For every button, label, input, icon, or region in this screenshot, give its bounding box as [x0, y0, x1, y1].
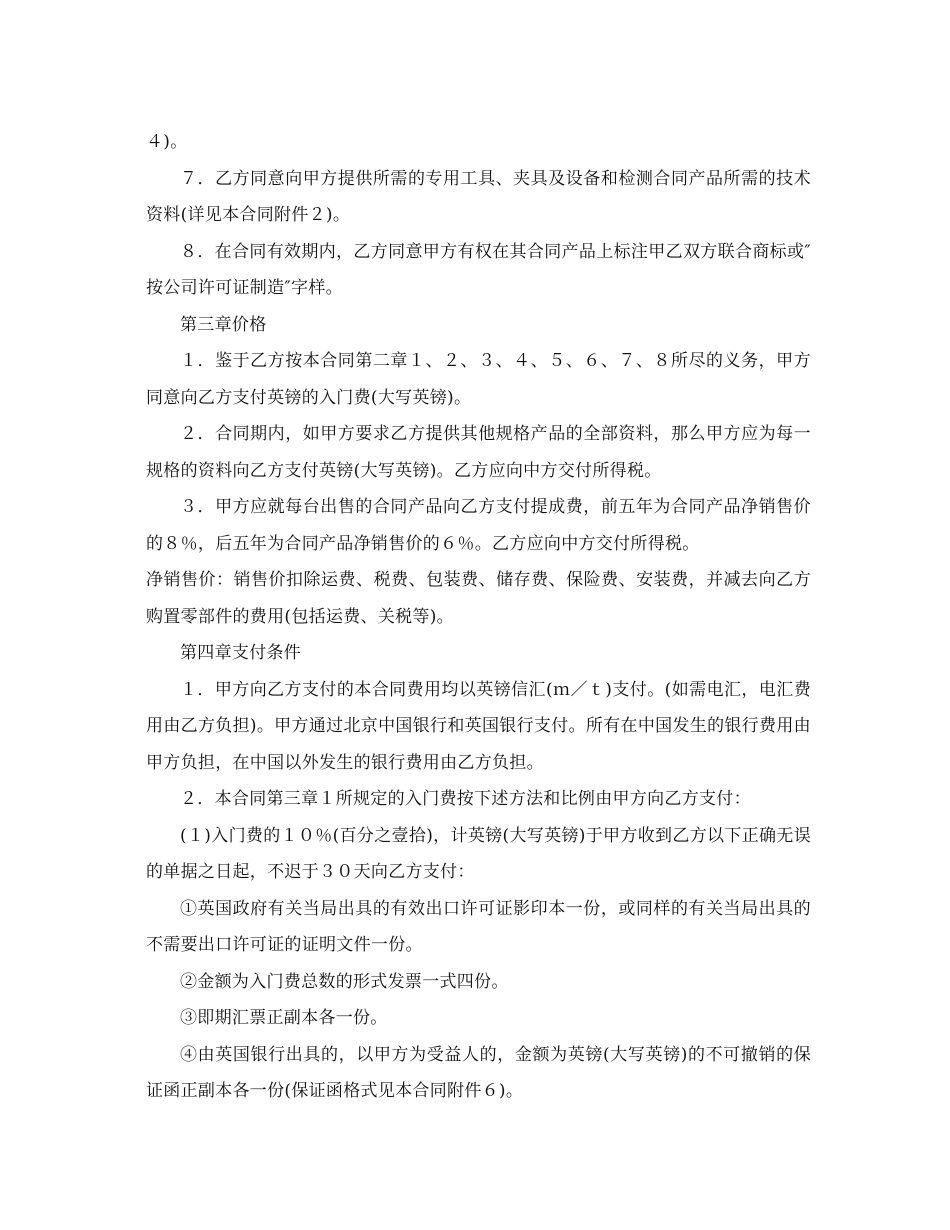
chapter-heading-price: 第三章价格: [180, 314, 267, 335]
paragraph-payment-1: １．甲方向乙方支付的本合同费用均以英镑信汇(ｍ／ｔ)支付。(如需电汇，电汇费用由乙方负担)。甲方通过北京中国银行和英国银行支付。所有在中国发生的银行费用由甲方负担，在中国以外发生的银行费用由乙方负担。: [146, 679, 811, 773]
document-body: [146, 124, 811, 1110]
paragraph-clause-7: ７．乙方同意向甲方提供所需的专用工具、夹具及设备和检测合同产品所需的技术资料(详见本合同附件２)。: [146, 168, 811, 225]
paragraph-price-3: ３．甲方应就每台出售的合同产品向乙方支付提成费，前五年为合同产品净销售价的８％，后五年为合同产品净销售价的６％。乙方应向中方交付所得税。: [146, 497, 811, 554]
paragraph-document-item-1: ①英国政府有关当局出具的有效出口许可证影印本一份，或同样的有关当局出具的不需要出口许可证的证明文件一份。: [146, 898, 811, 955]
paragraph-price-1: １．鉴于乙方按本合同第二章１、２、３、４、５、６、７、８所尽的义务，甲方同意向乙方支付英镑的入门费(大写英镑)。: [146, 351, 811, 408]
chapter-heading-payment: 第四章支付条件: [180, 643, 302, 663]
paragraph-document-item-2: ②金额为入门费总数的形式发票一式四份。: [180, 971, 509, 992]
paragraph-net-sales-price: 净销售价：销售价扣除运费、税费、包装费、储存费、保险费、安装费，并减去向乙方购置零部件的费用(包括运费、关税等)。: [146, 570, 811, 627]
paragraph-clause-8: ８．在合同有效期内，乙方同意甲方有权在其合同产品上标注甲乙双方联合商标或″按公司许可证制造″字样。: [146, 241, 811, 298]
paragraph-document-item-3: ③即期汇票正副本各一份。: [180, 1008, 388, 1028]
paragraph-price-2: ２．合同期内，如甲方要求乙方提供其他规格产品的全部资料，那么甲方应为每一规格的资料向乙方支付英镑(大写英镑)。乙方应向中方交付所得税。: [146, 424, 811, 481]
paragraph-continuation: ４)。: [146, 132, 188, 152]
paragraph-payment-2: ２．本合同第三章１所规定的入门费按下述方法和比例由甲方向乙方支付：: [180, 789, 751, 809]
paragraph-payment-2-1: (１)入门费的１０％(百分之壹拾)，计英镑(大写英镑)于甲方收到乙方以下正确无误的单据之日起，不迟于３０天向乙方支付：: [146, 825, 811, 882]
paragraph-document-item-4: ④由英国银行出具的，以甲方为受益人的，金额为英镑(大写英镑)的不可撤销的保证函正副本各一份(保证函格式见本合同附件６)。: [146, 1044, 811, 1101]
